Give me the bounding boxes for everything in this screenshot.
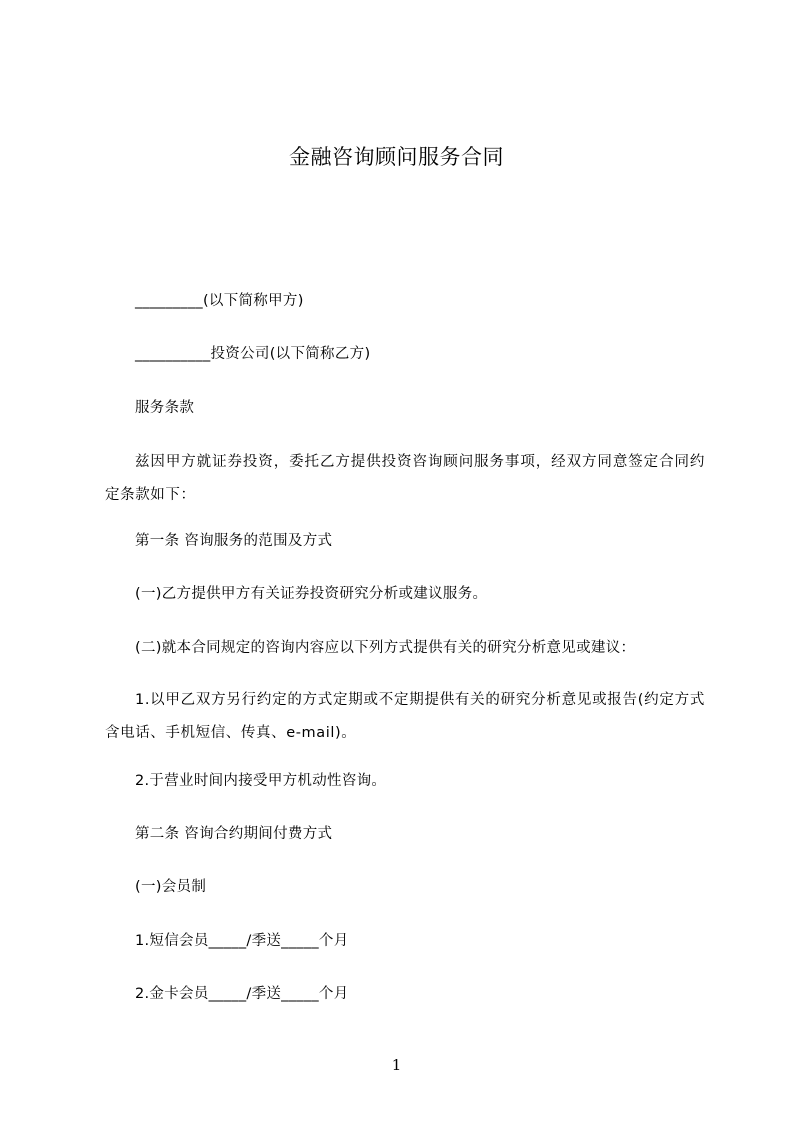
service-terms-heading: 服务条款: [135, 400, 195, 416]
party-a-line: _________(以下简称甲方): [135, 293, 304, 309]
preamble-paragraph: 兹因甲方就证券投资，委托乙方提供投资咨询顾问服务事项，经双方同意签定合同约定条款如下：: [105, 454, 705, 503]
article1-sub2: 2.于营业时间内接受甲方机动性咨询。: [135, 773, 387, 789]
contract-title: 金融咨询顾问服务合同: [289, 145, 504, 169]
article1-item1: (一)乙方提供甲方有关证券投资研究分析或建议服务。: [135, 586, 488, 602]
article2-sub1: 1.短信会员_____/季送_____个月: [135, 933, 349, 949]
article2-sub2: 2.金卡会员_____/季送_____个月: [135, 986, 349, 1002]
article2-heading: 第二条 咨询合约期间付费方式: [135, 826, 333, 842]
article2-item1: (一)会员制: [135, 879, 207, 895]
page-number: 1: [391, 1056, 402, 1074]
article1-item2: (二)就本合同规定的咨询内容应以下列方式提供有关的研究分析意见或建议：: [135, 640, 636, 656]
article1-heading: 第一条 咨询服务的范围及方式: [135, 533, 333, 549]
party-b-line: __________投资公司(以下简称乙方): [135, 346, 371, 362]
article1-sub1-paragraph: 1.以甲乙双方另行约定的方式定期或不定期提供有关的研究分析意见或报告(约定方式含电话、手机短信、传真、e-mail)。: [105, 692, 705, 741]
